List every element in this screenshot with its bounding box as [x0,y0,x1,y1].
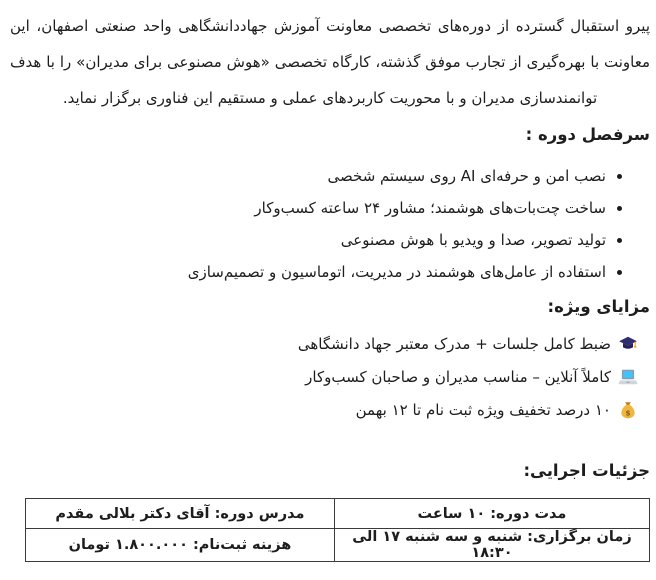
syllabus-heading: سرفصل دوره : [525,125,650,144]
benefit-item [6,400,638,420]
details-table [25,498,650,562]
benefits-list [6,334,650,420]
benefit-item [6,334,638,354]
table-row [26,499,650,529]
syllabus-list [6,166,650,282]
money-bag-icon [618,400,638,420]
syllabus-item: • تولید تصویر، صدا و ویدیو با هوش مصنوعی [6,230,606,250]
syllabus-item: • نصب امن و حرفه‌ای AI روی سیستم شخصی [6,166,606,186]
cell-fee: هزینه ثبت‌نام: ۱.۸۰۰.۰۰۰ تومان [26,529,335,562]
svg-text:$: $ [625,408,631,418]
syllabus-item: • ساخت چت‌بات‌های هوشمند؛ مشاور ۲۴ ساعته کسب‌وکار [6,198,606,218]
benefit-text: ضبط کامل جلسات + مدرک معتبر جهاد دانشگاهی [297,335,611,353]
intro-paragraph: پیرو استقبال گسترده از دوره‌های تخصصی معاونت آموزش جهاددانشگاهی واحد صنعتی اصفهان، این معاونت با بهره‌گیری از تجارب موفق گذشته، کارگاه تخصصی «هوش مصنوعی برای مدیران» را با هدف توانمندسازی مدیران و با محوریت کاربردهای عملی و مستقیم این فناوری برگزار نماید. [10,17,650,107]
benefit-text: کاملاً آنلاین – مناسب مدیران و صاحبان کسب‌وکار [305,368,611,386]
graduation-cap-icon [618,334,638,354]
laptop-icon [618,367,638,387]
benefits-heading: مزایای ویژه: [547,297,650,316]
cell-schedule: زمان برگزاری: شنبه و سه شنبه ۱۷ الی ۱۸:۳۰ [334,529,649,562]
cell-instructor: مدرس دوره: آقای دکتر بلالی مقدم [26,499,335,529]
cell-course-duration: مدت دوره: ۱۰ ساعت [334,499,649,529]
benefit-text: ۱۰ درصد تخفیف ویژه ثبت نام تا ۱۲ بهمن [355,401,611,419]
details-heading: جزئیات اجرایی: [523,461,650,480]
syllabus-item: • استفاده از عامل‌های هوشمند در مدیریت، اتوماسیون و تصمیم‌سازی [6,262,606,282]
benefit-item [6,367,638,387]
table-row [26,529,650,562]
